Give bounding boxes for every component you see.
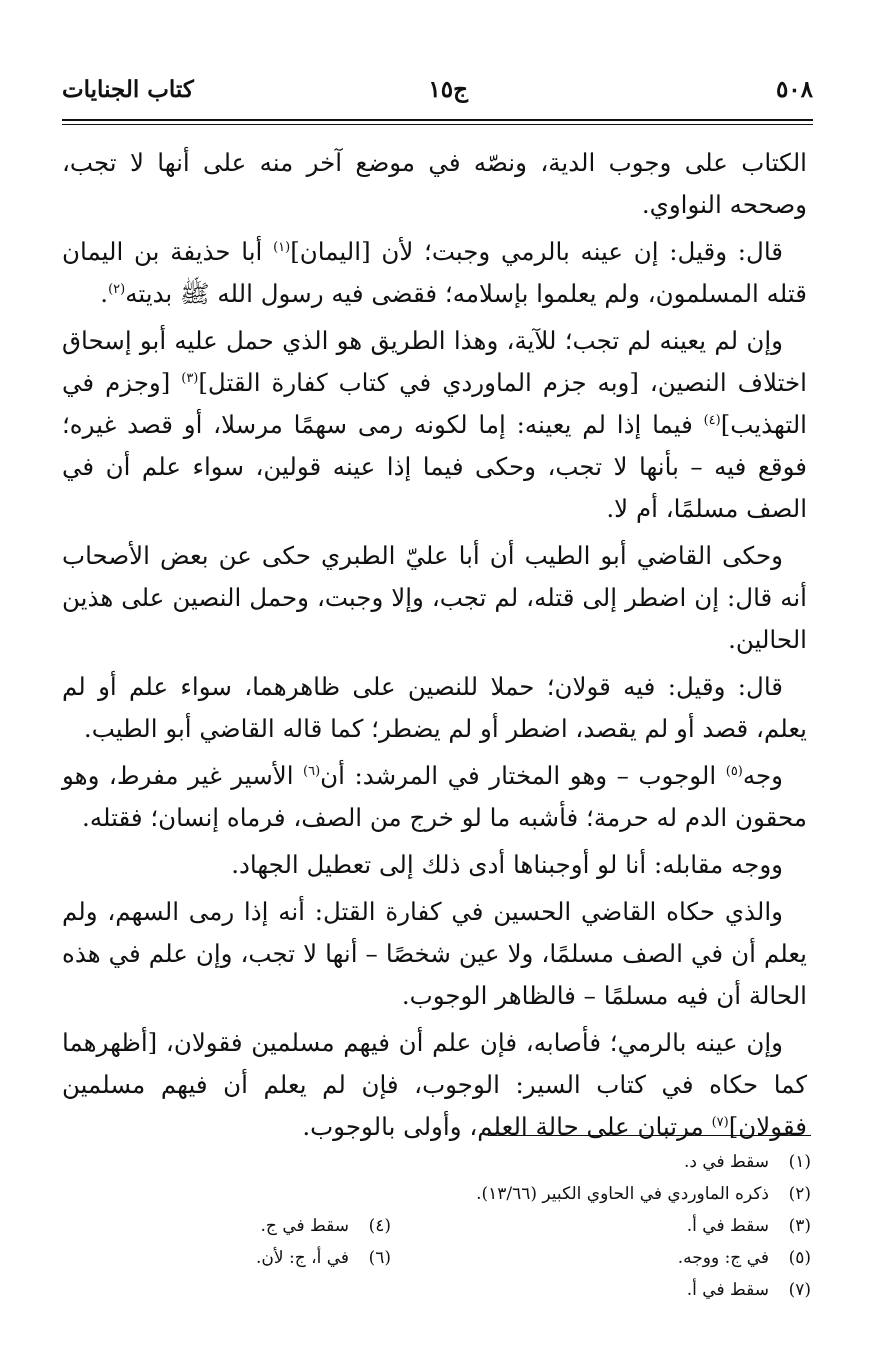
- footnote-line: [62, 1210, 811, 1242]
- footnote-separator: [488, 1135, 811, 1136]
- paragraph-5: قال: وقيل: فيه قولان؛ حملا للنصين على ظاهرهما، سواء علم أو لم يعلم، قصد أو لم يقصد، اضطر أو لم يضطر؛ كما قاله القاضي أبو الطيب.: [62, 672, 807, 743]
- paragraph-6: وجه$^{(٥)}$ الوجوب – وهو المختار في المرشد: أن$^{(٦)}$ الأسير غير مفرط، وهو محقون الدم له حرمة؛ فأشبه ما لو خرج من الصف، فرماه إنسان؛ فقتله.: [62, 761, 807, 832]
- footnote-ref-2[interactable]: (٢): [108, 281, 126, 297]
- paragraph-7: ووجه مقابله: أنا لو أوجبناها أدى ذلك إلى تعطيل الجهاد.: [231, 850, 783, 879]
- footnote-line: [62, 1242, 811, 1274]
- volume-label: ج١٥: [428, 76, 468, 103]
- footnote-1: (١)سقط في د.: [683, 1152, 811, 1172]
- footnote-ref-4[interactable]: (٤): [703, 412, 721, 428]
- footnote-3: (٣)سقط في أ.: [686, 1216, 811, 1236]
- footnote-4: (٤)سقط في ج.: [260, 1216, 391, 1236]
- footnote-ref-3[interactable]: (٣): [181, 370, 199, 386]
- footnote-5: (٥)في ج: ووجه.: [677, 1248, 811, 1268]
- running-header: [62, 76, 813, 116]
- paragraph-2: قال: وقيل: إن عينه بالرمي وجبت؛ لأن [اليمان]$^{(١)}$ أبا حذيفة بن اليمان قتله المسلمون، ولم يعلموا بإسلامه؛ فقضى فيه رسول الله ﷺ بديته$^{(٢)}$.: [62, 237, 807, 308]
- book-title: كتاب الجنايات: [62, 76, 194, 103]
- paragraph-8: والذي حكاه القاضي الحسين في كفارة القتل: أنه إذا رمى السهم، ولم يعلم أن في الصف مسلمًا، ولا عين شخصًا – أنها لا تجب، وإن علم في هذه الحالة أن فيه مسلمًا – فالظاهر الوجوب.: [62, 897, 807, 1010]
- footnotes: [62, 1146, 811, 1306]
- footnote-line: [62, 1178, 811, 1210]
- footnote-line: [62, 1146, 811, 1178]
- paragraph-4: وحكى القاضي أبو الطيب أن أبا عليّ الطبري حكى عن بعض الأصحاب أنه قال: إن اضطر إلى قتله، لم تجب، وإلا وجبت، وحمل النصين على هذين الحالين.: [62, 541, 807, 654]
- footnote-ref-7[interactable]: (٧): [711, 1114, 729, 1130]
- footnote-line: [62, 1274, 811, 1306]
- footnote-ref-5[interactable]: (٥): [725, 763, 743, 779]
- paragraph-9: وإن عينه بالرمي؛ فأصابه، فإن علم أن فيهم مسلمين فقولان، [أظهرهما كما حكاه في كتاب السير: الوجوب، فإن لم يعلم أن فيهم مسلمين فقولان]$^{(٧)}$ مرتبان على حالة العلم، وأولى بالوجوب.: [62, 1028, 807, 1141]
- main-text: [62, 142, 807, 1153]
- paragraph-1: الكتاب على وجوب الدية، ونصّه في موضع آخر منه على أنها لا تجب، وصححه النواوي.: [62, 148, 807, 219]
- header-rule-thin: [62, 124, 813, 125]
- footnote-ref-1[interactable]: (١): [273, 239, 291, 255]
- footnote-2: (٢)ذكره الماوردي في الحاوي الكبير (١٣/٦٦).: [476, 1184, 811, 1204]
- footnote-7: (٧)سقط في أ.: [686, 1280, 811, 1300]
- page-number: ٥٠٨: [775, 76, 813, 103]
- footnote-ref-6[interactable]: (٦): [303, 763, 321, 779]
- header-rule-thick: [62, 119, 813, 121]
- paragraph-3: وإن لم يعينه لم تجب؛ للآية، وهذا الطريق هو الذي حمل عليه أبو إسحاق اختلاف النصين، [وبه جزم الماوردي في كتاب كفارة القتل]$^{(٣)}$ [وجزم في التهذيب]$^{(٤)}$ فيما إذا لم يعينه: إما لكونه رمى سهمًا مرسلا، أو قصد غيره؛ فوقع فيه – بأنها لا تجب، وحكى فيما إذا عينه قولين، سواء علم أن في الصف مسلمًا، أم لا.: [62, 326, 807, 523]
- footnote-6: (٦)في أ، ج: لأن.: [255, 1248, 391, 1268]
